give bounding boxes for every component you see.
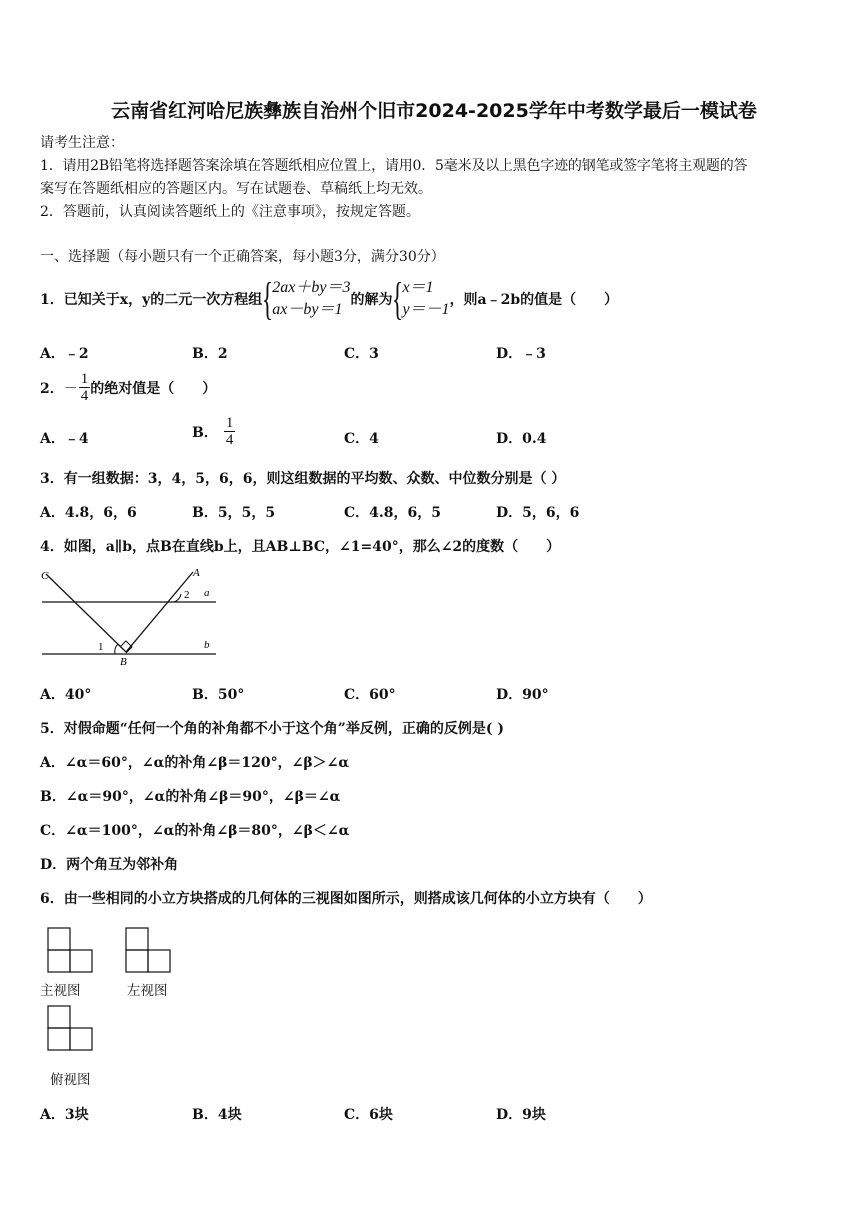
- q3-option-a[interactable]: A．4.8，6，6: [40, 505, 137, 521]
- fraction-denominator: 4: [225, 432, 234, 448]
- q2-option-b-label: B．: [192, 424, 218, 441]
- angle-1-arc: [115, 644, 118, 654]
- q2-option-a[interactable]: A．﹣4: [40, 431, 89, 447]
- label-b-point: B: [120, 656, 127, 668]
- notice-line-1a: 1．请用2B铅笔将选择题答案涂填在答题纸相应位置上，请用0．5毫米及以上黑色字迹的钢笔或签字笔将主观题的答: [40, 158, 748, 174]
- top-view-caption: 俯视图: [50, 1072, 91, 1088]
- q1-stem-pre: 1．已知关于x，y的二元一次方程组: [40, 292, 263, 308]
- exam-title: 云南省红河哈尼族彝族自治州个旧市2024-2025学年中考数学最后一模试卷: [111, 100, 757, 122]
- q2-number: 2．: [40, 380, 64, 397]
- label-angle-1: 1: [98, 641, 104, 653]
- q5-option-b[interactable]: B．∠α＝90°，∠α的补角∠β＝90°，∠β＝∠α: [40, 789, 341, 805]
- fraction-numerator: 1: [80, 371, 89, 387]
- q2-option-b[interactable]: [192, 415, 235, 448]
- q1-option-a[interactable]: A．﹣2: [40, 346, 89, 362]
- line-ba: [126, 572, 193, 652]
- q1-option-b[interactable]: B．2: [192, 346, 228, 362]
- system-eq-1: 2ax＋by＝3: [272, 279, 351, 296]
- q3-option-c[interactable]: C．4.8，6，5: [344, 505, 441, 521]
- left-view-figure: [124, 926, 174, 974]
- minus-sign: －: [63, 380, 78, 397]
- section-heading: 一、选择题（每小题只有一个正确答案，每小题3分，满分30分）: [40, 249, 445, 265]
- q1-stem-mid: 的解为: [350, 292, 393, 308]
- q6-option-c[interactable]: C．6块: [344, 1107, 393, 1123]
- q1-option-d[interactable]: D．﹣3: [496, 346, 546, 362]
- question-1: [40, 273, 619, 324]
- solution-eq-2: y＝－1: [402, 301, 450, 318]
- left-brace-icon: {: [262, 273, 274, 324]
- front-view-caption: 主视图: [40, 983, 81, 999]
- q4-option-a[interactable]: A．40°: [40, 687, 92, 703]
- angle-2-arc: [174, 594, 181, 602]
- label-c: C: [41, 570, 49, 582]
- q4-option-d[interactable]: D．90°: [496, 687, 549, 703]
- question-6: 6．由一些相同的小立方块搭成的几何体的三视图如图所示，则搭成该几何体的小立方块有（ ）: [40, 891, 652, 907]
- top-view-figure: [46, 1004, 96, 1052]
- q3-option-d[interactable]: D．5，6，6: [496, 505, 580, 521]
- question-3: 3．有一组数据：3，4，5，6，6，则这组数据的平均数、众数、中位数分别是（ ）: [40, 471, 566, 487]
- q5-option-a[interactable]: A．∠α＝60°，∠α的补角∠β＝120°，∠β＞∠α: [40, 755, 350, 771]
- notice-line-2: 2．答题前，认真阅读答题纸上的《注意事项》，按规定答题。: [40, 204, 420, 220]
- q6-option-b[interactable]: B．4块: [192, 1107, 242, 1123]
- fraction: [224, 415, 236, 448]
- q2-option-c[interactable]: C．4: [344, 431, 379, 447]
- question-5: 5．对假命题“任何一个角的补角都不小于这个角”举反例，正确的反例是( ): [40, 721, 504, 737]
- line-bc: [46, 574, 126, 652]
- q6-option-d[interactable]: D．9块: [496, 1107, 546, 1123]
- solution-eq-1: x＝1: [402, 279, 434, 296]
- label-line-b: b: [204, 639, 210, 651]
- label-line-a: a: [204, 587, 210, 599]
- q1-stem-post: ，则a﹣2b的值是（ ）: [449, 292, 619, 308]
- q1-option-c[interactable]: C．3: [344, 346, 379, 362]
- q5-option-c[interactable]: C．∠α＝100°，∠α的补角∠β＝80°，∠β＜∠α: [40, 823, 350, 839]
- q5-option-d[interactable]: D．两个角互为邻补角: [40, 857, 179, 873]
- q4-option-b[interactable]: B．50°: [192, 687, 245, 703]
- notice-line-1b: 案写在答题纸相应的答题区内。写在试题卷、草稿纸上均无效。: [40, 181, 432, 197]
- left-view-caption: 左视图: [127, 983, 168, 999]
- front-view-figure: [46, 926, 96, 974]
- label-angle-2: 2: [184, 589, 190, 601]
- q6-option-a[interactable]: A．3块: [40, 1107, 89, 1123]
- fraction-numerator: 1: [225, 415, 234, 431]
- parallel-lines-figure: [36, 564, 226, 670]
- q3-option-b[interactable]: B．5，5，5: [192, 505, 276, 521]
- question-2: [40, 371, 216, 404]
- question-4: 4．如图，a∥b，点B在直线b上，且AB⊥BC，∠1=40°，那么∠2的度数（ ）: [40, 539, 561, 555]
- solution-system: [392, 273, 450, 324]
- q2-option-d[interactable]: D．0.4: [496, 431, 547, 447]
- fraction-denominator: 4: [80, 388, 89, 404]
- q4-option-c[interactable]: C．60°: [344, 687, 396, 703]
- system-eq-2: ax－by＝1: [272, 301, 343, 318]
- fraction: [79, 371, 91, 404]
- q2-stem-post: 的绝对值是（ ）: [90, 380, 217, 397]
- left-brace-icon: {: [392, 273, 404, 324]
- notice-heading: 请考生注意：: [40, 135, 124, 151]
- equation-system: [262, 273, 351, 324]
- label-a-point: A: [193, 567, 200, 579]
